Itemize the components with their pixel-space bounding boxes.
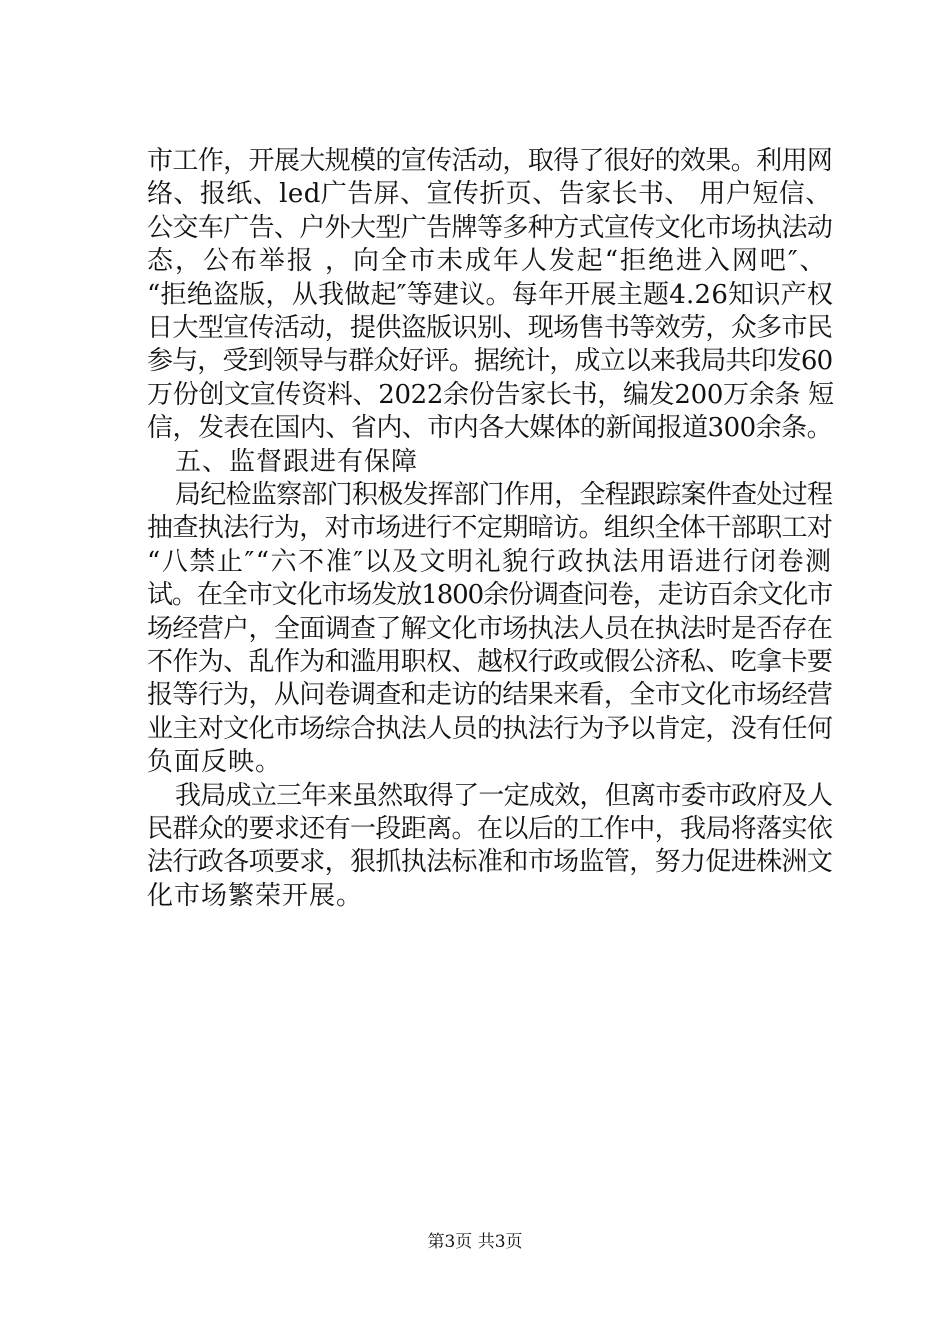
text-line: 五、监督跟进有保障 <box>175 446 419 477</box>
text-line: 市工作，开展大规模的宣传活动，取得了很好的效果。利用网 <box>147 146 833 176</box>
text-line: 络、报纸、led广告屏、宣传折页、告家长书、 用户短信、 <box>147 179 832 210</box>
text-line: 抽查执法行为，对市场进行不定期暗访。组织全体干部职工对 <box>147 513 833 544</box>
text-line: 民群众的要求还有一段距离。在以后的工作中，我局将落实依 <box>147 814 833 844</box>
text-line: 试。在全市文化市场发放1800余份调查问卷，走访百余文化市 <box>147 580 833 611</box>
text-line: “拒绝盗版，从我做起″等建议。每年开展主题4.26知识产权 <box>147 279 834 310</box>
text-line: 参与，受到领导与群众好评。据统计，成立以来我局共印发60 <box>147 346 833 377</box>
text-line: 信，发表在国内、省内、市内各大媒体的新闻报道300余条。 <box>147 413 833 444</box>
text-line: 我局成立三年来虽然取得了一定成效，但离市委市政府及人 <box>175 780 833 811</box>
page-footer: 第3页 共3页 <box>427 1232 523 1252</box>
text-line: 万份创文宣传资料、2022余份告家长书，编发200万余条 短 <box>147 379 834 410</box>
text-line: 公交车广告、户外大型广告牌等多种方式宣传文化市场执法动 <box>147 212 833 243</box>
text-line: 场经营户，全面调查了解文化市场执法人员在执法时是否存在 <box>147 613 833 644</box>
text-line: 报等行为，从问卷调查和走访的结果来看，全市文化市场经营 <box>147 680 833 711</box>
text-line: 局纪检监察部门积极发挥部门作用，全程跟踪案件查处过程 <box>175 480 833 510</box>
text-line: 日大型宣传活动，提供盗版识别、现场售书等效劳，众多市民 <box>147 313 833 343</box>
text-line: 态，公布举报 ，向全市未成年人发起“拒绝进入网吧″、 <box>147 246 828 277</box>
text-line: 化市场繁荣开展。 <box>147 880 364 911</box>
text-line: 业主对文化市场综合执法人员的执法行为予以肯定，没有任何 <box>147 713 833 744</box>
text-line: 不作为、乱作为和滥用职权、越权行政或假公济私、吃拿卡要 <box>147 647 833 677</box>
text-line: 负面反映。 <box>147 747 283 778</box>
text-line: 法行政各项要求，狠抓执法标准和市场监管，努力促进株洲文 <box>147 847 833 878</box>
text-line: “八禁止″“六不准″以及文明礼貌行政执法用语进行闭卷测 <box>147 546 833 577</box>
